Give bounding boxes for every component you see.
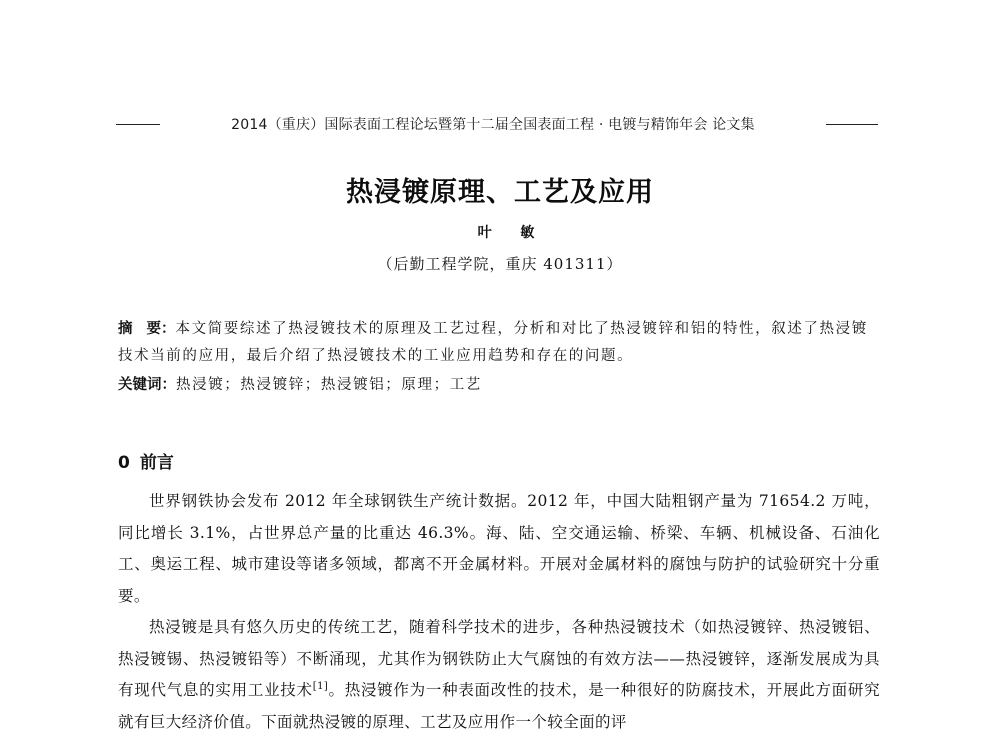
paragraph-2-text-b: 。热浸镀作为一种表面改性的技术，是一种很好的防腐技术，开展此方面研究就有巨大经济价值。下面就热浸镀的原理、工艺及应用作一个较全面的评 [118,681,880,731]
section-number: 0 [118,453,130,473]
abstract-label-part1: 摘 [118,321,133,337]
author-name: 叶 敏 [477,225,547,241]
header-rule-left [116,124,160,125]
paragraph-2-text-a: 热浸镀是具有悠久历史的传统工艺，随着科学技术的进步，各种热浸镀技术（如热浸镀锌、热浸镀铝、热浸镀锡、热浸镀铅等）不断涌现，尤其作为钢铁防止大气腐蚀的有效方法——热浸镀锌，逐渐发展成为具有现代气息的实用工业技术 [118,618,880,699]
running-header [116,114,878,134]
keywords-text: 热浸镀；热浸镀锌；热浸镀铝；原理；工艺 [176,377,482,393]
abstract [118,316,880,370]
section-title: 前言 [139,453,174,473]
keywords [118,372,880,399]
running-header-text: 2014（重庆）国际表面工程论坛暨第十二届全国表面工程 · 电镀与精饰年会 论文集 [231,117,755,133]
body-text [118,486,880,738]
paper-title: 热浸镀原理、工艺及应用 [346,177,654,208]
author-affiliation: （后勤工程学院，重庆 401311） [377,255,623,273]
abstract-label-part2: 要： [146,321,176,337]
header-rule-right [826,124,878,125]
abstract-label [118,321,176,337]
citation-ref[interactable]: [1] [312,680,329,692]
paragraph-2 [118,612,880,738]
abstract-text: 本文简要综述了热浸镀技术的原理及工艺过程，分析和对比了热浸镀锌和铝的特性，叙述了热浸镀技术当前的应用，最后介绍了热浸镀技术的工业应用趋势和存在的问题。 [118,321,868,364]
paragraph-1: 世界钢铁协会发布 2012 年全球钢铁生产统计数据。2012 年，中国大陆粗钢产量为 71654.2 万吨，同比增长 3.1%，占世界总产量的比重达 46.3%。海、陆、空交通运输、桥梁、车辆、机械设备、石油化工、奥运工程、城市建设等诸多领域，都离不开金属材料。开展对金属材料的腐蚀与防护的试验研究十分重要。 [118,492,880,605]
keywords-label: 关键词： [118,377,176,393]
section-heading [118,448,174,473]
